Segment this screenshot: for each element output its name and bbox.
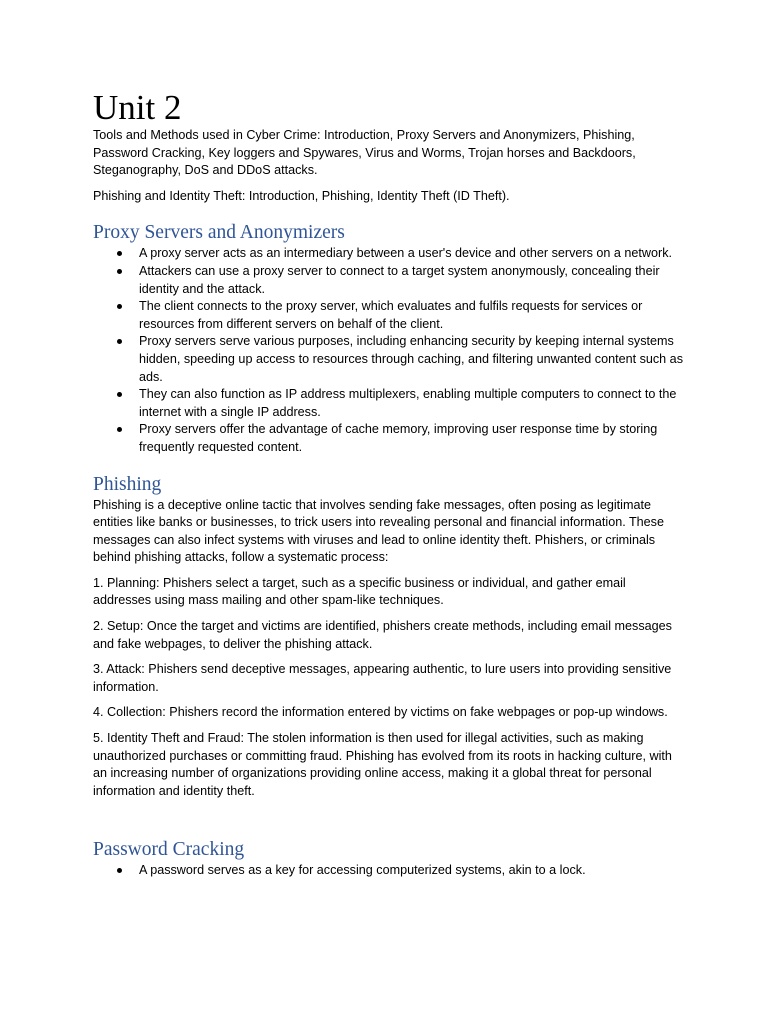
section-heading-proxy: Proxy Servers and Anonymizers xyxy=(93,222,345,244)
proxy-bullet-list xyxy=(93,245,683,456)
spacer xyxy=(93,808,683,838)
document-page xyxy=(93,88,683,880)
phishing-step: 1. Planning: Phishers select a target, such as a specific business or individual, and gather email addresses using mass mailing and other spam-like techniques. xyxy=(93,575,626,608)
list-item: Proxy servers serve various purposes, including enhancing security by keeping internal systems hidden, speeding up access to resources through caching, and filtering unwanted content such as ads. xyxy=(139,333,683,386)
phishing-paragraph: Phishing is a deceptive online tactic that involves sending fake messages, often posing as legitimate entities like banks or businesses, to trick users into revealing personal and financial information. These messages can also infect systems with viruses and lead to online identity theft. Phishers, or criminals behind phishing attacks, follow a systematic process: xyxy=(93,497,664,565)
list-item: They can also function as IP address multiplexers, enabling multiple computers to connect to the internet with a single IP address. xyxy=(139,386,683,421)
intro-paragraph: Tools and Methods used in Cyber Crime: Introduction, Proxy Servers and Anonymizers, Phishing, Password Cracking, Key loggers and Spywares, Virus and Worms, Trojan horses and Backdoors, Steganography, DoS and DDoS attacks. xyxy=(93,128,636,178)
list-item: Proxy servers offer the advantage of cache memory, improving user response time by storing frequently requested content. xyxy=(139,421,683,456)
list-item: The client connects to the proxy server, which evaluates and fulfils requests for services or resources from different servers on behalf of the client. xyxy=(139,298,683,333)
phishing-step: 4. Collection: Phishers record the information entered by victims on fake webpages or pop-up windows. xyxy=(93,705,668,720)
list-item: A proxy server acts as an intermediary between a user's device and other servers on a network. xyxy=(139,245,683,263)
phishing-step: 3. Attack: Phishers send deceptive messages, appearing authentic, to lure users into providing sensitive information. xyxy=(93,662,672,694)
phishing-step: 2. Setup: Once the target and victims are identified, phishers create methods, including email messages and fake webpages, to deliver the phishing attack. xyxy=(93,619,672,651)
phishing-step: 5. Identity Theft and Fraud: The stolen information is then used for illegal activities, such as making unauthorized purchases or committing fraud. Phishing has evolved from its roots in hacking culture, with an increasing number of organizations providing online access, making it a global threat for personal information and identity theft. xyxy=(93,731,672,798)
list-item: A password serves as a key for accessing computerized systems, akin to a lock. xyxy=(139,862,683,880)
section-heading-password: Password Cracking xyxy=(93,839,245,861)
intro-paragraph: Phishing and Identity Theft: Introduction, Phishing, Identity Theft (ID Theft). xyxy=(93,188,510,203)
list-item: Attackers can use a proxy server to connect to a target system anonymously, concealing their identity and the attack. xyxy=(139,263,683,298)
page-title: Unit 2 xyxy=(93,88,182,127)
section-heading-phishing: Phishing xyxy=(93,473,162,495)
password-bullet-list xyxy=(93,862,683,880)
